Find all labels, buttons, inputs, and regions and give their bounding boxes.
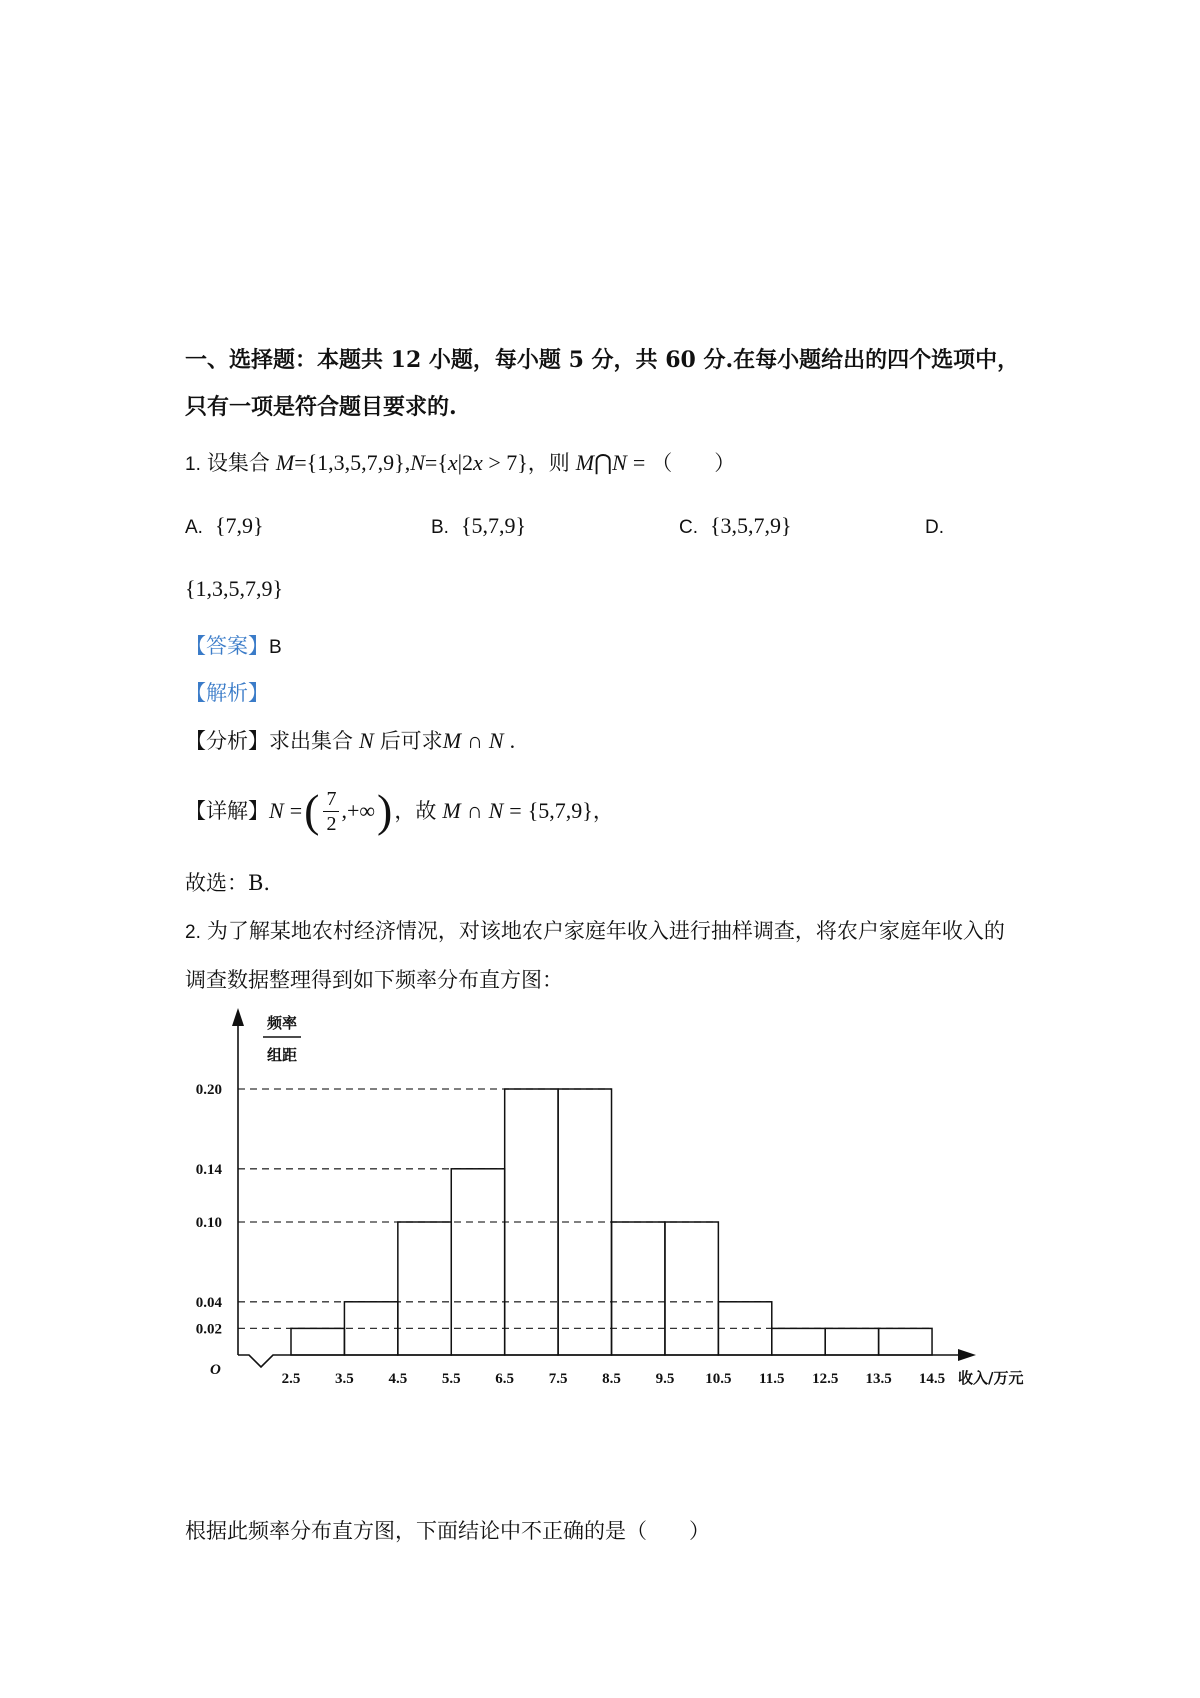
analysis-text: 求出集合 xyxy=(269,729,353,753)
y-tick-label: 0.04 xyxy=(195,1294,222,1311)
set-m-symbol: M xyxy=(442,728,462,753)
punctuation: ， xyxy=(592,799,614,823)
x-tick-label: 8.5 xyxy=(602,1371,621,1387)
histogram-bar xyxy=(772,1328,825,1355)
option-value: {7,9} xyxy=(214,513,264,538)
detail-tag: 【详解】 xyxy=(185,799,269,823)
question-text: 为了解某地农村经济情况，对该地农户家庭年收入进行抽样调查，将农户家庭年收入的 xyxy=(206,919,1005,943)
option-d-value[interactable] xyxy=(185,575,283,603)
solution-tag: 【解析】 xyxy=(185,681,269,705)
y-tick-label: 0.10 xyxy=(195,1215,222,1231)
x-tick-label: 13.5 xyxy=(865,1371,892,1387)
equals-symbol: = xyxy=(289,798,303,823)
y-axis-label-numerator: 频率 xyxy=(266,1014,298,1032)
separator: , xyxy=(404,450,411,475)
set-n-symbol: N xyxy=(269,798,284,823)
x-tick-label: 7.5 xyxy=(548,1371,568,1387)
intersection-symbol: ∩ xyxy=(466,798,483,823)
fraction-denominator: 2 xyxy=(326,812,337,835)
histogram-bar xyxy=(825,1328,878,1355)
left-parenthesis: ( xyxy=(304,785,320,836)
set-n-symbol: N xyxy=(488,728,504,753)
equals-symbol: = xyxy=(632,450,646,475)
set-n-close: > 7} xyxy=(482,450,528,475)
answer-tag: 【答案】 xyxy=(185,634,269,658)
analysis-tag: 【分析】 xyxy=(185,729,269,753)
question-text: ，则 xyxy=(527,451,570,475)
option-value: {1,3,5,7,9} xyxy=(185,576,284,601)
option-value: {5,7,9} xyxy=(460,513,527,538)
y-axis-label-denominator: 组距 xyxy=(266,1046,298,1064)
question-number: 2. xyxy=(185,922,201,943)
option-d[interactable] xyxy=(925,512,944,542)
option-b[interactable] xyxy=(431,512,526,542)
equals-symbol: = xyxy=(509,798,522,823)
answer-value: B xyxy=(269,637,282,658)
histogram-bar xyxy=(612,1222,665,1355)
section-heading-line-2: 只有一项是符合题目要求的. xyxy=(185,394,457,420)
x-axis-arrow xyxy=(958,1349,976,1361)
y-tick-label: 0.20 xyxy=(195,1082,222,1098)
question-2-stem-line-2: 调查数据整理得到如下频率分布直方图： xyxy=(185,968,563,992)
set-n-symbol: N xyxy=(359,728,374,753)
origin-label: O xyxy=(210,1362,221,1378)
set-n-condition: |2 xyxy=(457,450,474,475)
x-tick-label: 11.5 xyxy=(759,1371,785,1387)
intersection-symbol: ⋂ xyxy=(594,450,613,475)
histogram-bar xyxy=(398,1222,451,1355)
x-tick-label: 2.5 xyxy=(281,1371,301,1387)
x-tick-label: 5.5 xyxy=(441,1371,461,1387)
analysis-line xyxy=(185,727,515,755)
query-n-symbol: N xyxy=(612,450,627,475)
section-heading-line-1: 一、选择题：本题共 12 小题，每小题 5 分，共 60 分.在每小题给出的四个选项中， xyxy=(185,347,1020,373)
set-m-symbol: M xyxy=(442,798,461,823)
option-label: B. xyxy=(431,517,449,538)
analysis-text: 后可求 xyxy=(379,729,443,753)
x-tick-label: 10.5 xyxy=(705,1371,732,1387)
set-n-variable: x xyxy=(447,450,458,475)
x-axis xyxy=(238,1355,960,1367)
x-tick-label: 9.5 xyxy=(655,1371,675,1387)
answer-line xyxy=(185,632,282,662)
intersection-symbol: ∩ xyxy=(467,728,483,753)
fraction-numerator: 7 xyxy=(323,787,339,812)
x-tick-label: 6.5 xyxy=(495,1371,515,1387)
histogram-bar xyxy=(291,1328,344,1355)
y-axis-arrow xyxy=(232,1008,244,1026)
reference-lines xyxy=(238,1089,932,1328)
set-n-symbol: N xyxy=(488,798,504,823)
result-set: {5,7,9} xyxy=(527,798,593,823)
detail-line xyxy=(185,783,614,839)
period: . xyxy=(509,728,516,753)
set-n-open: ={ xyxy=(424,450,448,475)
interval-upper: ,+∞ xyxy=(341,798,376,823)
histogram-bar xyxy=(451,1169,504,1355)
question-text: 设集合 xyxy=(206,451,270,475)
query-m-symbol: M xyxy=(575,450,595,475)
question-1-stem xyxy=(185,449,735,479)
x-axis-label: 收入/万元 xyxy=(958,1369,1024,1387)
detail-text: ，故 xyxy=(394,799,437,823)
option-value: {3,5,7,9} xyxy=(710,513,792,538)
option-label: C. xyxy=(679,517,698,538)
option-label: D. xyxy=(925,517,944,538)
histogram-bar xyxy=(879,1328,932,1355)
set-n-symbol: N xyxy=(410,450,425,475)
x-tick-label: 3.5 xyxy=(335,1371,354,1387)
question-2-stem-line-1 xyxy=(185,917,1005,947)
y-tick-label: 0.02 xyxy=(195,1321,222,1338)
question-number: 1. xyxy=(185,454,201,475)
conclusion-line: 故选：B. xyxy=(185,871,271,895)
frequency-histogram xyxy=(180,1000,1060,1400)
fraction xyxy=(323,787,339,836)
y-tick-label: 0.14 xyxy=(195,1161,222,1178)
set-m-definition: ={1,3,5,7,9} xyxy=(294,450,405,475)
answer-blank: （ ） xyxy=(651,451,736,475)
set-n-variable: x xyxy=(473,450,483,475)
x-tick-label: 14.5 xyxy=(918,1371,946,1387)
x-tick-label: 4.5 xyxy=(388,1371,408,1387)
set-m-symbol: M xyxy=(275,450,295,475)
option-label: A. xyxy=(185,517,203,538)
question-2-prompt: 根据此频率分布直方图，下面结论中不正确的是（ ） xyxy=(185,1519,710,1543)
right-parenthesis: ) xyxy=(377,785,393,836)
option-a[interactable] xyxy=(185,512,264,542)
histogram-bar xyxy=(665,1222,718,1355)
option-c[interactable] xyxy=(679,512,792,542)
x-tick-label: 12.5 xyxy=(812,1371,839,1387)
tick-labels xyxy=(196,1082,945,1387)
